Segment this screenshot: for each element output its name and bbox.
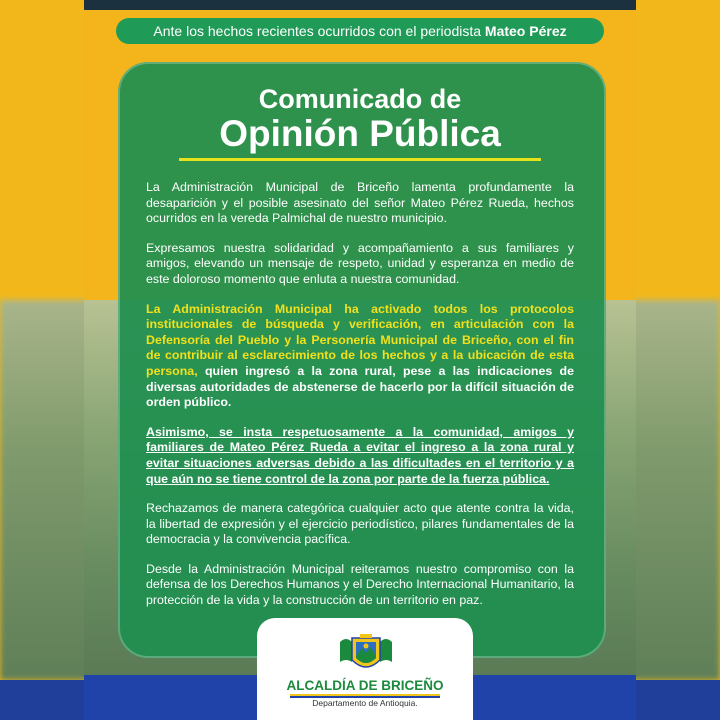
paragraph-2: Expresamos nuestra solidaridad y acompañamiento a sus familiares y amigos, elevando un mensaje de respeto, unidad y esperanza en medio de este doloroso momento que enluta a nuestra comunidad. [146,240,574,286]
paragraph-6: Desde la Administración Municipal reiteramos nuestro compromiso con la defensa de los Derechos Humanos y el Derecho Internacional Humanitario, la protección de la vida y la construcción de un territorio en paz. [146,561,574,608]
paragraph-5: Rechazamos de manera categórica cualquier acto que atente contra la vida, la libertad de expresión y el ejercicio periodístico, pilares fundamentales de la democracia y la convivencia pacífica. [146,501,574,547]
header-banner [116,18,604,44]
card-top-shade [84,0,636,10]
paragraph-1: La Administración Municipal de Briceño lamenta profundamente la desaparición y el posible asesinato del señor Mateo Pérez Rueda, hechos ocurridos en la vereda Palmichal de nuestro municipio. [146,180,574,226]
header-intro: Ante los hechos recientes ocurridos con el periodista [153,23,485,39]
title-underline [179,158,541,161]
title-line-1: Comunicado de [258,84,462,114]
header-name: Mateo Pérez [484,23,567,39]
logo-name: ALCALDÍA DE BRICEÑO [286,678,444,693]
paragraph-3-rest: quien ingresó a la zona rural, pese a las indicaciones de diversas autoridades de abstenerse de hacerlo por la difícil situación de orden público. [146,363,574,410]
paragraph-3-highlight: La Administración Municipal ha activado todos los protocolos institucionales de búsqueda y verificación, en articulación con la Defensoría del Pueblo y la Personería Municipal de Briceño, con el fin de contribuir al esclarecimiento de los hechos y a la ubicación de esta persona, [146,301,574,378]
municipal-coat-of-arms-icon [338,632,394,678]
logo-subtitle: Departamento de Antioquia. [312,698,418,708]
title-line-2: Opinión Pública [219,113,501,154]
paragraph-4: Asimismo, se insta respetuosamente a la comunidad, amigos y familiares de Mateo Pérez Rueda a evitar el ingreso a la zona rural y evitar situaciones adversas debido a las dificultades en el territorio y a que aún no se tiene control de la zona por parte de la fuerza pública. [146,424,574,486]
statement-body [146,180,574,623]
paragraph-3 [146,302,574,411]
